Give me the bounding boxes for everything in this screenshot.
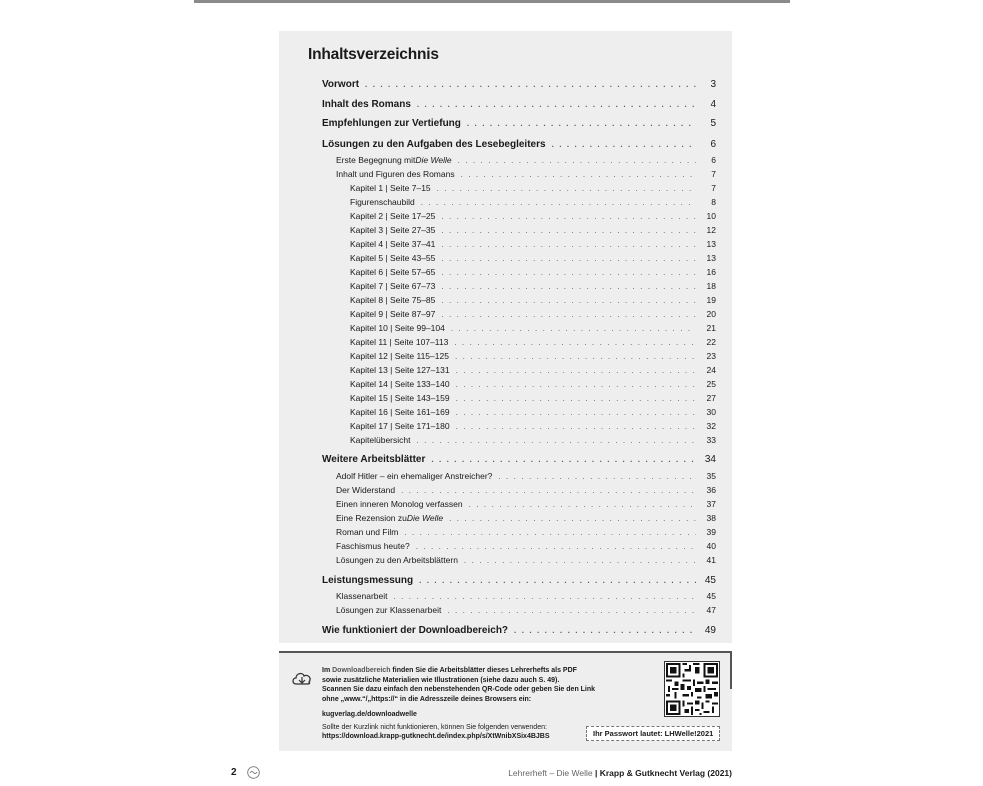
toc-entry[interactable]	[336, 605, 716, 618]
fallback-link[interactable]: https://download.krapp-gutknecht.de/index.php/s/XtWnibXSix4BJBS	[322, 733, 550, 740]
toc-entry-label: Kapitel 7 | Seite 67–73	[350, 281, 436, 291]
toc-leader-dots	[441, 282, 696, 291]
table-of-contents	[279, 31, 732, 643]
toc-entry[interactable]	[350, 281, 716, 294]
toc-entry-page: 20	[706, 309, 716, 319]
toc-entry[interactable]	[350, 323, 716, 336]
toc-entry[interactable]	[322, 454, 716, 467]
toc-leader-dots	[404, 528, 696, 537]
toc-entry-label: Kapitel 12 | Seite 115–125	[350, 351, 449, 361]
info-line3: Scannen Sie dazu einfach den nebenstehenden QR-Code oder geben Sie den Link	[322, 686, 596, 694]
toc-entry[interactable]	[336, 499, 716, 512]
toc-entry-page: 19	[706, 295, 716, 305]
toc-leader-dots	[441, 240, 696, 249]
toc-leader-dots	[441, 268, 696, 277]
toc-entry-page: 32	[706, 421, 716, 431]
toc-entry-page: 12	[706, 225, 716, 235]
toc-entry[interactable]	[322, 625, 716, 638]
toc-entry-page: 7	[711, 169, 716, 179]
toc-entry[interactable]	[350, 337, 716, 350]
toc-leader-dots	[419, 576, 696, 585]
toc-entry-label: Kapitel 11 | Seite 107–113	[350, 337, 449, 347]
toc-leader-dots	[467, 119, 696, 128]
toc-entry-page: 37	[706, 499, 716, 509]
toc-entry-label: Lösungen zu den Aufgaben des Lesebegleiters	[322, 139, 546, 150]
toc-entry-page: 30	[706, 407, 716, 417]
toc-entry[interactable]	[350, 407, 716, 420]
toc-title: Inhaltsverzeichnis	[308, 46, 439, 63]
toc-leader-dots	[469, 500, 696, 509]
toc-entry-label: Kapitel 10 | Seite 99–104	[350, 323, 445, 333]
toc-entry-label: Kapitel 5 | Seite 43–55	[350, 253, 436, 263]
toc-entry[interactable]	[350, 309, 716, 322]
toc-leader-dots	[498, 472, 696, 481]
toc-entry-label: Kapitel 16 | Seite 161–169	[350, 407, 450, 417]
cloud-download-icon	[291, 669, 313, 687]
toc-leader-dots	[441, 212, 696, 221]
toc-entry-page: 25	[706, 379, 716, 389]
toc-leader-dots	[456, 422, 696, 431]
toc-entry-page: 41	[706, 555, 716, 565]
toc-leader-dots	[456, 394, 696, 403]
toc-entry[interactable]	[322, 575, 716, 588]
toc-entry-label: Lösungen zu den Arbeitsblättern	[336, 555, 458, 565]
toc-entry-page: 13	[706, 253, 716, 263]
toc-entry-page: 49	[704, 625, 716, 636]
toc-entry-page: 13	[706, 239, 716, 249]
toc-entry-page: 45	[706, 591, 716, 601]
downloadbereich-link[interactable]: Downloadbereich	[332, 667, 391, 674]
footer-separator: |	[592, 768, 600, 778]
toc-entry-page: 45	[704, 575, 716, 586]
toc-entry[interactable]	[350, 239, 716, 252]
info-line1-rest: finden Sie die Arbeitsblätter dieses Lehrerhefts als PDF	[390, 667, 577, 674]
toc-entry-label: Leistungsmessung	[322, 575, 414, 586]
toc-entry-page: 10	[706, 211, 716, 221]
toc-entry[interactable]	[350, 379, 716, 392]
footer-publisher: Krapp & Gutknecht Verlag (2021)	[599, 768, 732, 778]
toc-entry-page: 3	[710, 79, 716, 90]
toc-entry-page: 21	[706, 323, 716, 333]
toc-entry-label: Lösungen zur Klassenarbeit	[336, 605, 442, 615]
toc-entry[interactable]	[350, 267, 716, 280]
toc-leader-dots	[437, 184, 696, 193]
toc-leader-dots	[416, 542, 696, 551]
toc-entry-italic-title: Die Welle	[406, 513, 444, 523]
footer-publication	[508, 768, 732, 778]
toc-leader-dots	[365, 80, 696, 89]
toc-leader-dots	[552, 140, 696, 149]
toc-entry-page: 6	[710, 139, 716, 150]
toc-leader-dots	[514, 626, 696, 635]
toc-entry[interactable]	[322, 139, 716, 152]
toc-leader-dots	[456, 380, 696, 389]
toc-entry[interactable]	[322, 118, 716, 131]
toc-entry-page: 27	[706, 393, 716, 403]
toc-leader-dots	[416, 436, 696, 445]
toc-leader-dots	[456, 366, 696, 375]
toc-entry-label: Figurenschaubild	[350, 197, 415, 207]
toc-entry-label: Kapitel 8 | Seite 75–85	[350, 295, 436, 305]
toc-entry[interactable]	[350, 435, 716, 448]
toc-entry[interactable]	[350, 211, 716, 224]
toc-leader-dots	[458, 156, 696, 165]
toc-leader-dots	[461, 170, 696, 179]
download-description	[322, 666, 612, 704]
toc-entry-page: 38	[706, 513, 716, 523]
toc-leader-dots	[449, 514, 696, 523]
toc-entry[interactable]	[322, 79, 716, 92]
toc-entry[interactable]	[350, 295, 716, 308]
toc-leader-dots	[441, 310, 696, 319]
toc-leader-dots	[456, 408, 696, 417]
toc-entry[interactable]	[350, 365, 716, 378]
toc-leader-dots	[431, 455, 696, 464]
toc-entry[interactable]	[336, 169, 716, 182]
toc-entry-label: Kapitel 14 | Seite 133–140	[350, 379, 450, 389]
toc-leader-dots	[401, 486, 696, 495]
toc-entry-label: Adolf Hitler – ein ehemaliger Anstreicher?	[336, 471, 493, 481]
toc-entry[interactable]	[322, 99, 716, 112]
toc-entry-label: Kapitel 1 | Seite 7–15	[350, 183, 431, 193]
toc-leader-dots	[455, 352, 696, 361]
toc-leader-dots	[464, 556, 696, 565]
password-label: Ihr Passwort lautet: LHWelle!2021	[586, 726, 720, 741]
toc-entry[interactable]	[350, 183, 716, 196]
toc-entry[interactable]	[350, 393, 716, 406]
toc-leader-dots	[421, 198, 696, 207]
toc-entry-label: Einen inneren Monolog verfassen	[336, 499, 463, 509]
toc-entry-label: Kapitel 17 | Seite 171–180	[350, 421, 450, 431]
toc-entry-page: 6	[711, 155, 716, 165]
toc-entry[interactable]	[336, 155, 716, 168]
toc-entry-label: Der Widerstand	[336, 485, 396, 495]
toc-entry-label: Wie funktioniert der Downloadbereich?	[322, 625, 509, 636]
toc-entry-page: 22	[706, 337, 716, 347]
toc-entry[interactable]	[336, 471, 716, 484]
info-line2: sowie zusätzliche Materialien wie Illustrationen (siehe dazu auch S. 49).	[322, 676, 560, 684]
toc-entry-label: Vorwort	[322, 79, 360, 90]
toc-entry-label: Klassenarbeit	[336, 591, 388, 601]
toc-entry-page: 16	[706, 267, 716, 277]
toc-leader-dots	[454, 338, 696, 347]
toc-entry-page: 4	[710, 99, 716, 110]
toc-entry-label: Erste Begegnung mit	[336, 155, 416, 165]
toc-entry-label: Empfehlungen zur Vertiefung	[322, 118, 461, 129]
toc-leader-dots	[441, 254, 696, 263]
toc-entry-label: Faschismus heute?	[336, 541, 410, 551]
toc-entry-label: Eine Rezension zu	[336, 513, 407, 523]
toc-entry[interactable]	[336, 527, 716, 540]
toc-entry-label: Kapitelübersicht	[350, 435, 411, 445]
toc-entry-label: Roman und Film	[336, 527, 399, 537]
toc-entry-page: 34	[704, 454, 716, 465]
toc-entry-label: Kapitel 15 | Seite 143–159	[350, 393, 450, 403]
footer-book: Lehrerheft – Die Welle	[508, 768, 593, 778]
toc-entry-page: 36	[706, 485, 716, 495]
toc-entry-page: 33	[706, 435, 716, 445]
toc-entry-label: Kapitel 9 | Seite 87–97	[350, 309, 436, 319]
toc-entry[interactable]	[336, 513, 716, 526]
info-line4: ohne „www.“/„https://“ in die Adresszeile deines Browsers ein:	[322, 695, 532, 703]
toc-entry[interactable]	[336, 591, 716, 604]
qr-code[interactable]	[664, 661, 720, 717]
toc-entry-label: Kapitel 2 | Seite 17–25	[350, 211, 436, 221]
toc-leader-dots	[417, 100, 696, 109]
short-link[interactable]: kugverlag.de/downloadwelle	[322, 711, 417, 718]
page-number: 2	[231, 767, 237, 778]
toc-leader-dots	[394, 592, 696, 601]
toc-entry-label: Inhalt und Figuren des Romans	[336, 169, 455, 179]
wave-logo-icon	[247, 766, 260, 779]
info-prefix: Im	[322, 667, 333, 674]
toc-entry-page: 47	[706, 605, 716, 615]
toc-entry[interactable]	[350, 197, 716, 210]
toc-entry-page: 18	[706, 281, 716, 291]
toc-leader-dots	[441, 226, 696, 235]
toc-entry-page: 40	[706, 541, 716, 551]
toc-entry[interactable]	[350, 421, 716, 434]
toc-entry[interactable]	[336, 541, 716, 554]
toc-entry-label: Kapitel 3 | Seite 27–35	[350, 225, 436, 235]
toc-entry-italic-title: Die Welle	[415, 155, 452, 165]
toc-entry[interactable]	[350, 225, 716, 238]
toc-entry-page: 5	[710, 118, 716, 129]
toc-entry[interactable]	[350, 351, 716, 364]
toc-entry-page: 7	[711, 183, 716, 193]
toc-leader-dots	[441, 296, 696, 305]
fallback-text: Sollte der Kurzlink nicht funktionieren, können Sie folgenden verwenden:	[322, 724, 547, 731]
toc-entry-label: Kapitel 6 | Seite 57–65	[350, 267, 436, 277]
toc-entry-label: Kapitel 4 | Seite 37–41	[350, 239, 436, 249]
toc-entry-page: 24	[706, 365, 716, 375]
toc-entry-label: Weitere Arbeitsblätter	[322, 454, 426, 465]
toc-entry-page: 39	[706, 527, 716, 537]
toc-entry-label: Inhalt des Romans	[322, 99, 411, 110]
top-rule	[194, 0, 790, 3]
toc-entry[interactable]	[336, 555, 716, 568]
toc-entry-page: 23	[706, 351, 716, 361]
toc-leader-dots	[451, 324, 696, 333]
toc-entry[interactable]	[350, 253, 716, 266]
toc-leader-dots	[447, 606, 696, 615]
toc-entry-page: 35	[706, 471, 716, 481]
toc-entry-page: 8	[711, 197, 716, 207]
download-info-box	[279, 651, 732, 751]
toc-entry[interactable]	[336, 485, 716, 498]
toc-entry-label: Kapitel 13 | Seite 127–131	[350, 365, 450, 375]
